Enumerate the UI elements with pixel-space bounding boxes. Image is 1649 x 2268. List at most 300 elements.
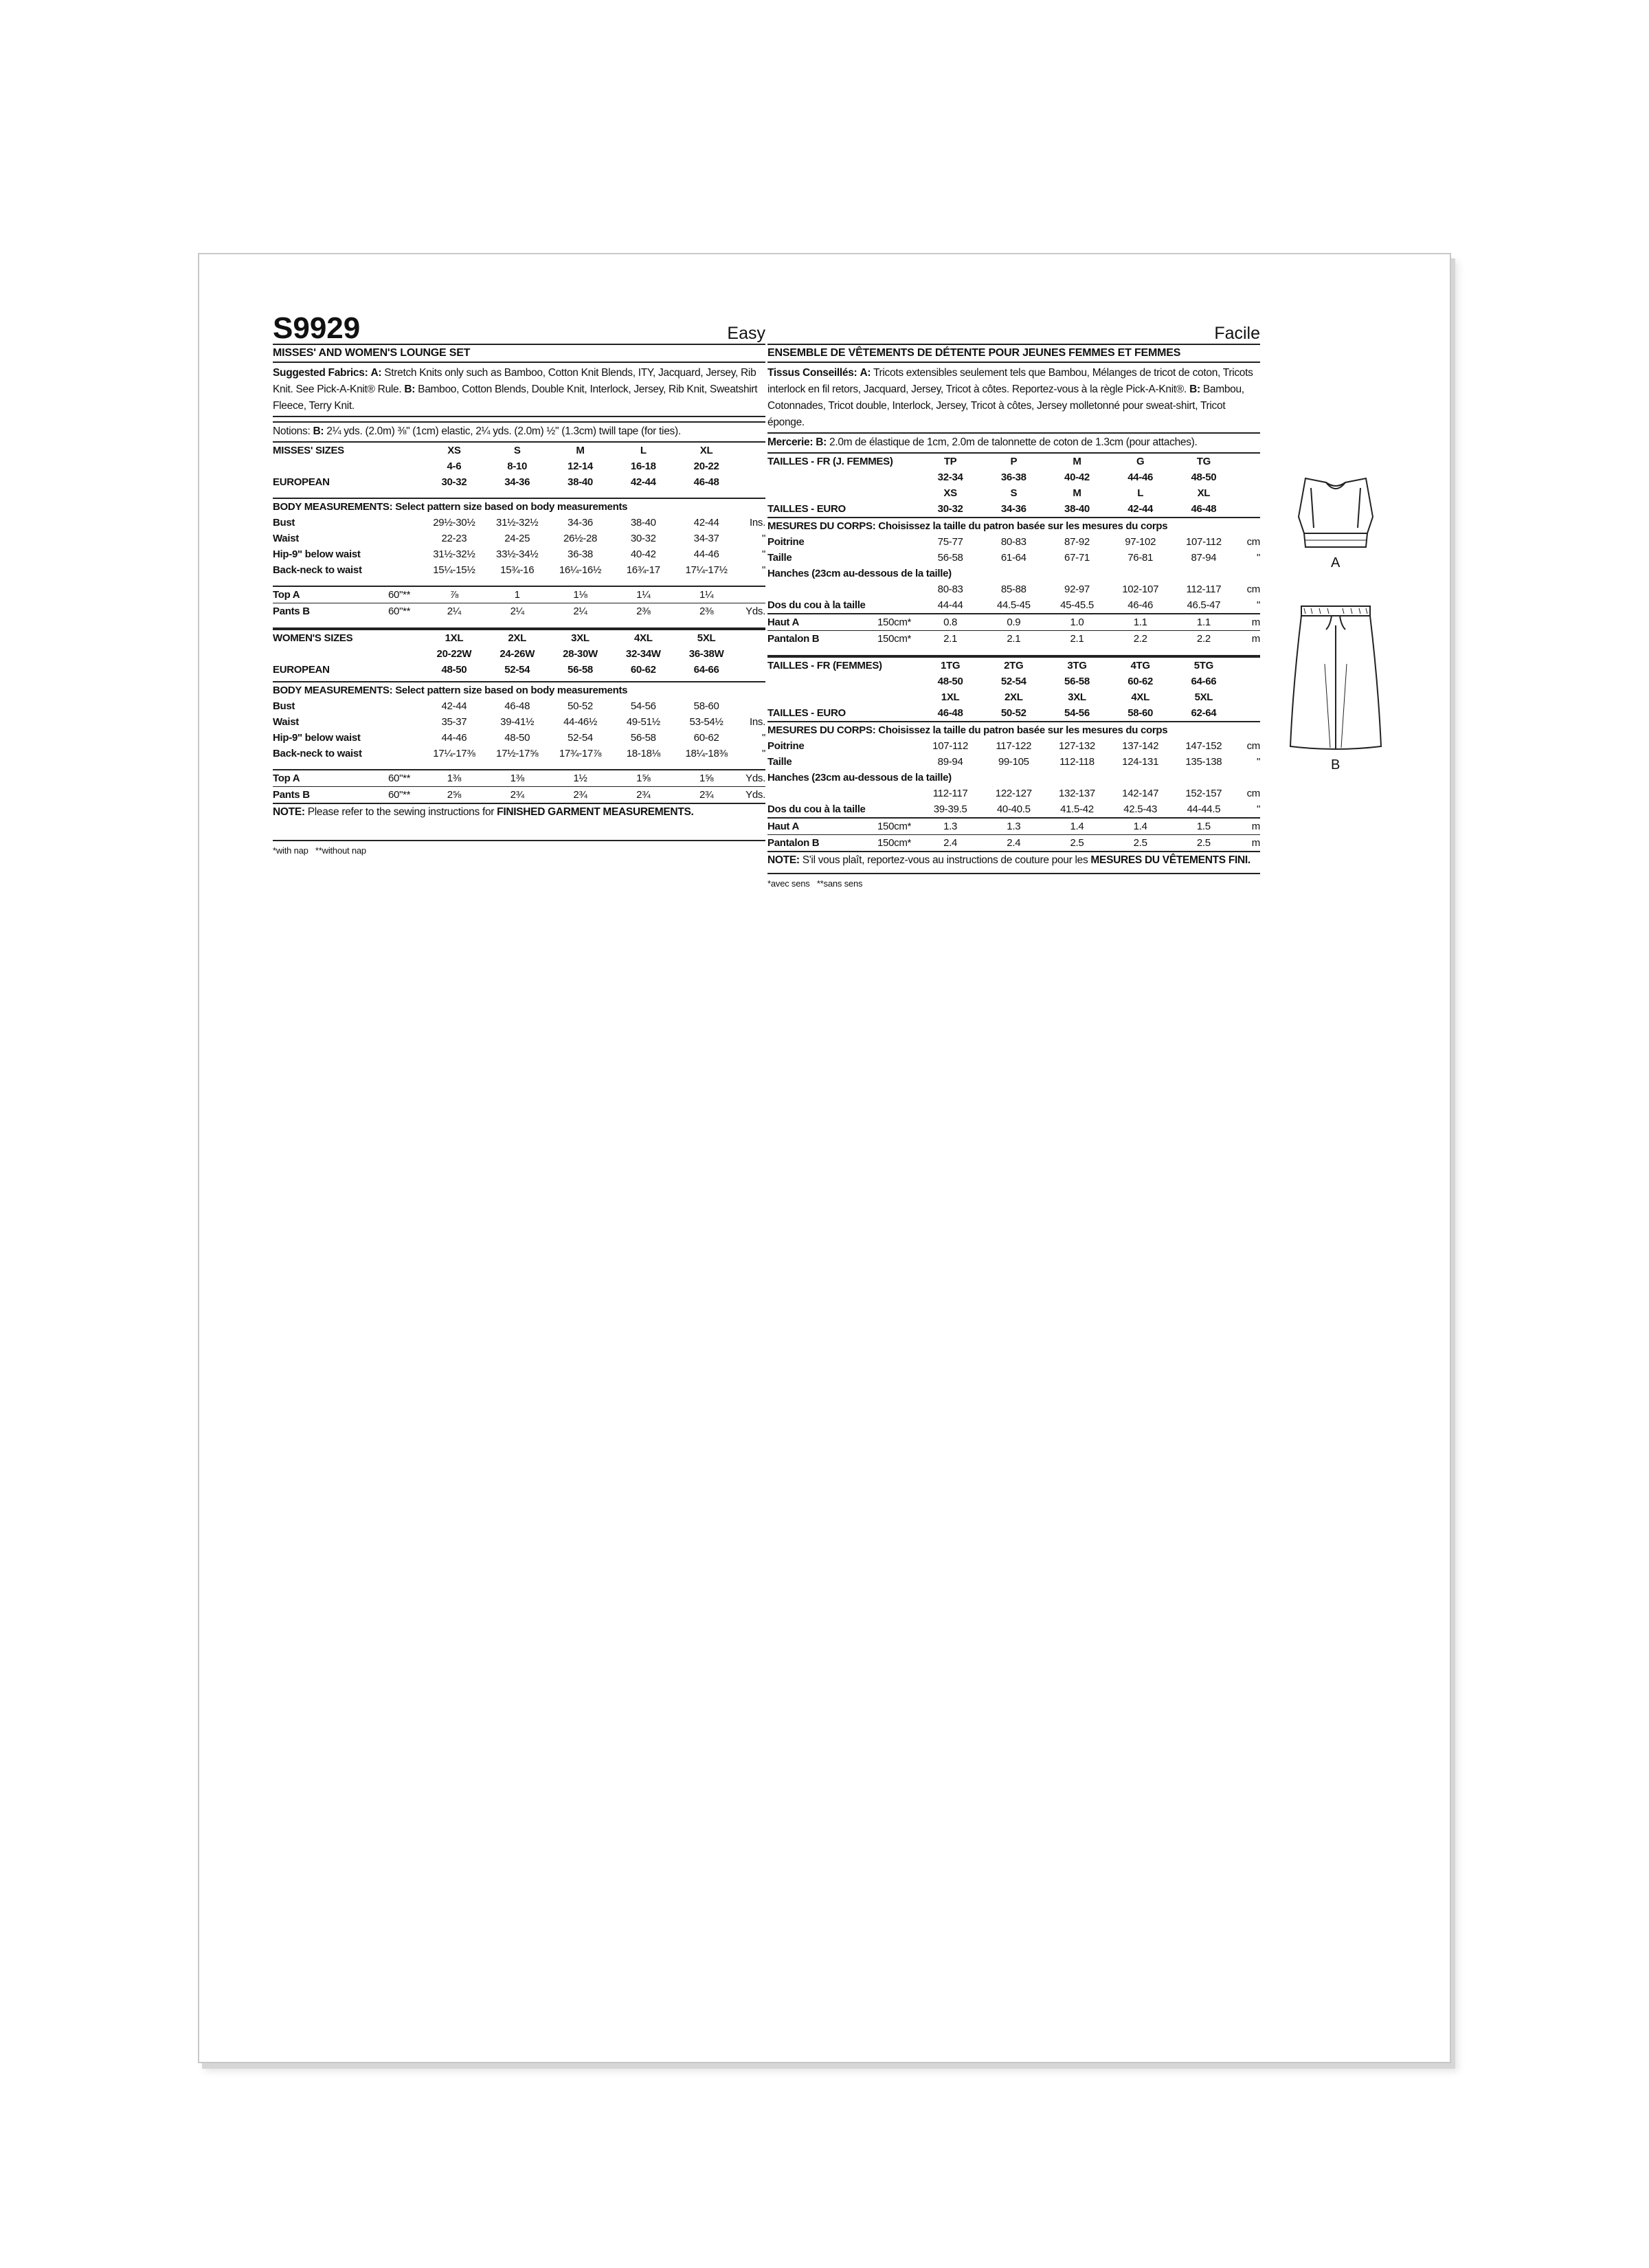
table-cell: 1.1 (1133, 616, 1147, 628)
table-cell: 16-18 (630, 460, 656, 472)
table-cell: 60"** (388, 589, 411, 601)
table-cell: 3XL (1068, 691, 1086, 703)
table-cell (877, 705, 919, 722)
table-cell: 17¼-17½ (685, 564, 728, 576)
row-label: Hanches (23cm au-dessous de la taille) (767, 568, 952, 579)
table-cell: 54-56 (630, 700, 656, 712)
table-cell: 15¼-15½ (433, 564, 475, 576)
table-row (273, 662, 765, 678)
row-label: Waist (273, 533, 299, 544)
table-row (273, 458, 765, 474)
table-cell: m (1251, 633, 1260, 645)
table-cell: 2¾ (573, 789, 587, 801)
table-cell: 2.5 (1070, 837, 1084, 849)
table-cell (1235, 485, 1260, 501)
table-cell: 40-42 (1064, 471, 1090, 483)
table-cell: 117-122 (996, 740, 1032, 752)
row-label: Hip-9" below waist (273, 732, 361, 744)
text-segment: Notions: (273, 425, 311, 437)
table-cell: 135-138 (1185, 756, 1222, 768)
table-cell: 5TG (1193, 660, 1214, 671)
table-cell (767, 689, 877, 705)
table-cell: 2.4 (943, 837, 958, 849)
table-cell: 62-64 (1191, 707, 1217, 719)
row-label: Dos du cou à la taille (767, 803, 866, 815)
table-cell (877, 754, 919, 770)
table-cell: 46-48 (1191, 503, 1217, 515)
table-cell: 97-102 (1125, 536, 1156, 548)
table-cell: 3XL (571, 632, 590, 644)
table-cell: 102-107 (1122, 583, 1159, 595)
table-cell: m (1251, 837, 1260, 849)
french-header (767, 311, 1260, 345)
table-cell: 50-52 (1000, 707, 1027, 719)
table-cell: " (1256, 803, 1260, 815)
table-cell (738, 586, 765, 603)
table-cell: 1⅝ (699, 772, 714, 784)
table-cell: 1.3 (943, 821, 958, 832)
table-cell: 107-112 (1185, 536, 1222, 548)
table-cell: ⅞ (449, 589, 458, 601)
text-segment: Please refer to the sewing instructions for (307, 806, 495, 818)
table-cell (767, 647, 1260, 655)
table-row (273, 490, 765, 498)
table-cell: 38-40 (630, 517, 656, 529)
body-measurements-title: BODY MEASUREMENTS: Select pattern size based on body measurements (273, 501, 628, 513)
pattern-title-fr: ENSEMBLE DE VÊTEMENTS DE DÉTENTE POUR JEUNES FEMMES ET FEMMES (767, 347, 1181, 359)
table-cell: 42-44 (630, 476, 656, 488)
table-cell: " (1256, 552, 1260, 564)
table-cell: 112-118 (1059, 756, 1095, 768)
difficulty-level: Easy (727, 324, 765, 343)
table-cell: 5XL (1194, 691, 1213, 703)
table-cell: 34-36 (568, 517, 593, 529)
table-row (273, 761, 765, 770)
table-cell: 60-62 (693, 732, 719, 744)
table-cell (388, 531, 423, 546)
table-row (273, 586, 765, 603)
table-cell: 60-62 (1128, 676, 1154, 687)
table-row (767, 550, 1260, 566)
row-label: Bust (273, 517, 295, 529)
table-cell: 1⅛ (573, 589, 587, 601)
table-cell: 0.8 (943, 616, 958, 628)
french-column (767, 311, 1260, 891)
table-cell: 1.3 (1007, 821, 1021, 832)
table-cell (388, 443, 423, 458)
text-segment: Bamboo, Cotton Blends, Double Knit, Interlock, Jersey, Rib Knit, Sweatshirt Fleece, Terry Knit. (273, 383, 758, 412)
table-cell: 1⅜ (447, 772, 462, 784)
women-size-table (273, 627, 765, 803)
table-cell: 44-46½ (563, 716, 598, 728)
table-cell: 54-56 (1064, 707, 1090, 719)
table-cell: " (761, 548, 765, 560)
table-cell: 48-50 (937, 676, 963, 687)
table-cell: M (1073, 487, 1081, 499)
table-cell (738, 458, 765, 474)
table-cell: 137-142 (1122, 740, 1159, 752)
table-cell: 31½-32½ (433, 548, 475, 560)
table-cell: 38-40 (568, 476, 593, 488)
table-cell: 2.2 (1196, 633, 1211, 645)
table-cell: " (761, 533, 765, 544)
table-cell: 35-37 (441, 716, 467, 728)
text-segment: B: (1189, 383, 1200, 395)
row-label: Back-neck to waist (273, 564, 362, 576)
table-cell (1235, 454, 1260, 469)
table-cell (273, 646, 388, 662)
text-segment: Bambou, Cotonnades, Tricot double, Interlock, Jersey, Tricot à côtes, Jersey molletonné pour sweat-shirt, Tricot éponge. (767, 383, 1244, 428)
row-label: Top A (273, 772, 300, 784)
table-cell: 46-46 (1128, 599, 1154, 611)
table-cell: 1 (514, 589, 520, 601)
table-cell (273, 578, 765, 586)
table-cell: 45-45.5 (1060, 599, 1094, 611)
row-label: Pantalon B (767, 837, 820, 849)
table-cell: 15¾-16 (500, 564, 535, 576)
table-cell: 32-34W (625, 648, 661, 660)
table-cell: 16¾-17 (626, 564, 660, 576)
table-cell: 132-137 (1058, 788, 1095, 799)
table-cell: Yds. (745, 605, 765, 617)
table-cell (877, 674, 919, 689)
table-row (767, 566, 1260, 581)
table-cell: L (640, 445, 647, 456)
table-cell: 67-71 (1064, 552, 1090, 564)
table-cell (877, 534, 919, 550)
table-cell (877, 469, 919, 485)
table-row (767, 614, 1260, 631)
table-cell: 34-36 (504, 476, 530, 488)
row-label: TAILLES - FR (FEMMES) (767, 660, 882, 671)
table-cell (767, 581, 877, 597)
table-row (767, 454, 1260, 469)
text-segment: MESURES DU VÊTEMENTS FINI. (1090, 854, 1250, 866)
table-cell: 36-38W (688, 648, 724, 660)
table-row (767, 656, 1260, 674)
text-segment: Tissus Conseillés: (767, 367, 857, 379)
table-cell: 48-50 (441, 664, 467, 676)
row-label: Waist (273, 716, 299, 728)
table-cell: 26½-28 (563, 533, 598, 544)
table-cell (1235, 674, 1260, 689)
table-cell: 64-66 (693, 664, 719, 676)
row-label: BODY MEASUREMENTS: Select pattern size based on body measurements (273, 685, 628, 696)
table-cell: Ins. (750, 517, 765, 529)
table-cell: 2.5 (1133, 837, 1147, 849)
table-cell (877, 550, 919, 566)
table-cell: 1.0 (1070, 616, 1084, 628)
text-segment: A: (370, 367, 382, 379)
table-cell: 56-58 (630, 732, 656, 744)
table-cell: 49-51½ (626, 716, 660, 728)
text-segment: NOTE: (273, 806, 305, 818)
table-cell: 2.4 (1007, 837, 1021, 849)
table-cell: " (1256, 756, 1260, 768)
table-cell (738, 474, 765, 490)
table-cell: 52-54 (504, 664, 530, 676)
table-cell: 34-37 (693, 533, 719, 544)
table-cell: XL (1197, 487, 1211, 499)
row-label: Haut A (767, 821, 799, 832)
table-cell: 33½-34½ (496, 548, 539, 560)
text-segment: Stretch Knits only such as Bamboo, Cotton Knit Blends, ITY, Jacquard, Jersey, Rib Knit. See Pick-A-Knit® Rule. (273, 367, 756, 395)
table-row (273, 498, 765, 515)
table-cell: 142-147 (1122, 788, 1159, 799)
table-cell: " (761, 732, 765, 744)
table-cell: 2¾ (510, 789, 524, 801)
text-segment: Suggested Fabrics: (273, 367, 368, 379)
table-row (273, 629, 765, 646)
table-row (273, 619, 765, 627)
table-cell: 52-54 (568, 732, 593, 744)
text-segment: FINISHED GARMENT MEASUREMENTS. (497, 806, 694, 818)
table-cell: 48-50 (1191, 471, 1217, 483)
table-cell: 1TG (940, 660, 961, 671)
text-segment (273, 417, 765, 423)
table-cell: Ins. (750, 716, 765, 728)
table-cell: 80-83 (1000, 536, 1027, 548)
table-cell: cm (1246, 740, 1260, 752)
table-cell: 4-6 (447, 460, 462, 472)
table-cell: 61-64 (1000, 552, 1027, 564)
table-row (273, 562, 765, 578)
table-cell: 5XL (697, 632, 716, 644)
table-cell: 17¾-17⅞ (559, 748, 602, 759)
table-cell: Yds. (745, 772, 765, 784)
suggested-fabrics-fr (767, 363, 1260, 434)
table-cell: 46-48 (937, 707, 963, 719)
table-cell: 30-32 (441, 476, 467, 488)
table-cell: 87-94 (1191, 552, 1217, 564)
table-cell: 1.4 (1133, 821, 1147, 832)
table-cell: 8-10 (507, 460, 528, 472)
table-row (273, 787, 765, 803)
table-cell (767, 674, 877, 689)
table-row (273, 714, 765, 730)
table-cell: 2¼ (510, 605, 524, 617)
table-cell: 99-105 (998, 756, 1029, 768)
table-cell: 36-38 (1000, 471, 1027, 483)
table-cell: 150cm* (877, 837, 912, 849)
english-header (273, 311, 765, 345)
table-cell: XL (699, 445, 713, 456)
row-label: Back-neck to waist (273, 748, 362, 759)
table-cell: 1.5 (1196, 821, 1211, 832)
table-cell: 20-22W (436, 648, 472, 660)
women-size-table-fr (767, 655, 1260, 851)
table-cell: 150cm* (877, 821, 912, 832)
table-row (273, 682, 765, 698)
table-cell: 53-54½ (689, 716, 723, 728)
table-cell: 2⅝ (447, 789, 462, 801)
table-cell (738, 698, 765, 714)
table-cell: " (1256, 599, 1260, 611)
row-label: Hanches (23cm au-dessous de la taille) (767, 772, 952, 783)
table-cell: 42-44 (693, 517, 719, 529)
table-cell: TG (1196, 456, 1211, 467)
table-row (767, 469, 1260, 485)
row-label: TAILLES - EURO (767, 503, 846, 515)
pants-b-illustration (1288, 602, 1384, 755)
row-label: WOMEN'S SIZES (273, 632, 353, 644)
table-cell (1235, 469, 1260, 485)
table-cell (877, 689, 919, 705)
table-cell (273, 490, 765, 498)
table-row (273, 546, 765, 562)
table-cell: 31½-32½ (496, 517, 539, 529)
table-row (767, 674, 1260, 689)
table-cell: " (761, 564, 765, 576)
table-cell: 147-152 (1185, 740, 1222, 752)
table-cell: M (576, 445, 585, 456)
table-cell: 2XL (508, 632, 526, 644)
text-segment: B: (404, 383, 416, 395)
table-cell: 32-34 (937, 471, 963, 483)
table-cell: 17½-17⅝ (496, 748, 539, 759)
table-row (767, 501, 1260, 518)
table-row (767, 801, 1260, 818)
table-cell: 2⅜ (636, 605, 651, 617)
row-label: Haut A (767, 616, 799, 628)
table-cell (738, 646, 765, 662)
row-label: Poitrine (767, 740, 805, 752)
table-cell: 56-58 (1064, 676, 1090, 687)
table-cell: 20-22 (693, 460, 719, 472)
table-cell (388, 698, 423, 714)
table-row (273, 770, 765, 787)
table-cell: 17¼-17⅜ (433, 748, 475, 759)
text-segment (273, 345, 765, 363)
text-segment: B: (313, 425, 324, 437)
note-fr (767, 851, 1260, 870)
footnote: *with nap **without nap (273, 845, 366, 856)
row-label: Pants B (273, 789, 310, 801)
table-cell: 46-48 (504, 700, 530, 712)
table-cell: 4TG (1130, 660, 1150, 671)
table-row (767, 722, 1260, 738)
table-cell: 2¾ (636, 789, 651, 801)
table-cell: 28-30W (563, 648, 598, 660)
row-label: MESURES DU CORPS: Choisissez la taille du patron basée sur les mesures du corps (767, 724, 1168, 736)
table-cell (877, 786, 919, 801)
table-cell (738, 629, 765, 646)
row-label: Pantalon B (767, 633, 820, 645)
table-cell (877, 581, 919, 597)
row-label: EUROPEAN (273, 476, 330, 488)
table-cell: 150cm* (877, 616, 912, 628)
table-row (273, 646, 765, 662)
table-row (767, 705, 1260, 722)
table-cell: 18¼-18⅜ (685, 748, 728, 759)
table-cell: 12-14 (568, 460, 593, 472)
table-cell: 112-117 (1186, 583, 1222, 595)
english-column (273, 311, 765, 858)
table-cell: G (1136, 456, 1145, 467)
table-cell: 50-52 (568, 700, 593, 712)
table-cell: 0.9 (1007, 616, 1021, 628)
table-cell: 24-26W (500, 648, 535, 660)
table-cell: 4XL (1131, 691, 1149, 703)
table-cell: cm (1246, 788, 1260, 799)
row-label: Pants B (273, 605, 310, 617)
table-cell: Yds. (745, 789, 765, 801)
table-cell: 124-131 (1122, 756, 1159, 768)
table-row (767, 786, 1260, 801)
sizes-label: MISSES' SIZES (273, 445, 344, 456)
table-cell: 85-88 (1000, 583, 1027, 595)
table-cell (388, 515, 423, 531)
table-cell: 2TG (1004, 660, 1024, 671)
table-cell: 1½ (573, 772, 587, 784)
table-row (767, 631, 1260, 647)
table-cell: 44-44 (937, 599, 963, 611)
table-cell (767, 786, 877, 801)
table-cell: 44-46 (441, 732, 467, 744)
table-cell: 1XL (445, 632, 464, 644)
table-row (767, 518, 1260, 534)
table-cell: 56-58 (937, 552, 963, 564)
table-cell: P (1010, 456, 1018, 467)
table-cell: cm (1246, 583, 1260, 595)
table-cell: 1⅜ (510, 772, 524, 784)
text-segment: NOTE: (767, 854, 800, 866)
table-row (273, 698, 765, 714)
table-cell: 127-132 (1058, 740, 1095, 752)
table-cell (1235, 656, 1260, 674)
figure-a-label: A (1331, 555, 1340, 570)
table-cell: 1XL (941, 691, 960, 703)
table-cell: 44.5-45 (996, 599, 1031, 611)
table-cell: 16¼-16½ (559, 564, 602, 576)
table-cell (767, 485, 877, 501)
table-cell (273, 619, 765, 627)
table-cell (388, 629, 423, 646)
table-row (273, 578, 765, 586)
table-cell: L (1137, 487, 1144, 499)
difficulty-level-fr: Facile (1214, 324, 1260, 343)
text-segment: S'il vous plaît, reportez-vous au instructions de couture pour les (802, 854, 1088, 866)
table-cell: S (1010, 487, 1018, 499)
table-cell: 122-127 (995, 788, 1032, 799)
text-segment: A: (860, 367, 871, 379)
table-cell: 150cm* (877, 633, 912, 645)
table-cell: " (761, 748, 765, 759)
table-cell: 46.5-47 (1187, 599, 1221, 611)
table-row (273, 531, 765, 546)
table-cell: 75-77 (937, 536, 963, 548)
table-row (767, 835, 1260, 852)
table-cell: XS (943, 487, 957, 499)
notions-fr (767, 434, 1260, 454)
table-cell: 22-23 (441, 533, 467, 544)
table-cell: 46-48 (693, 476, 719, 488)
table-cell (388, 474, 423, 490)
table-cell: 60"** (388, 789, 411, 801)
table-cell: 1¼ (699, 589, 714, 601)
table-row (273, 474, 765, 490)
table-cell: M (1073, 456, 1081, 467)
table-cell: 39-41½ (500, 716, 535, 728)
table-cell (388, 662, 423, 678)
table-cell: 58-60 (693, 700, 719, 712)
table-row (767, 770, 1260, 786)
table-cell: 24-25 (504, 533, 530, 544)
pattern-number: S9929 (273, 311, 361, 345)
table-cell: 44-46 (693, 548, 719, 560)
table-row (273, 443, 765, 458)
row-label: Hip-9" below waist (273, 548, 361, 560)
